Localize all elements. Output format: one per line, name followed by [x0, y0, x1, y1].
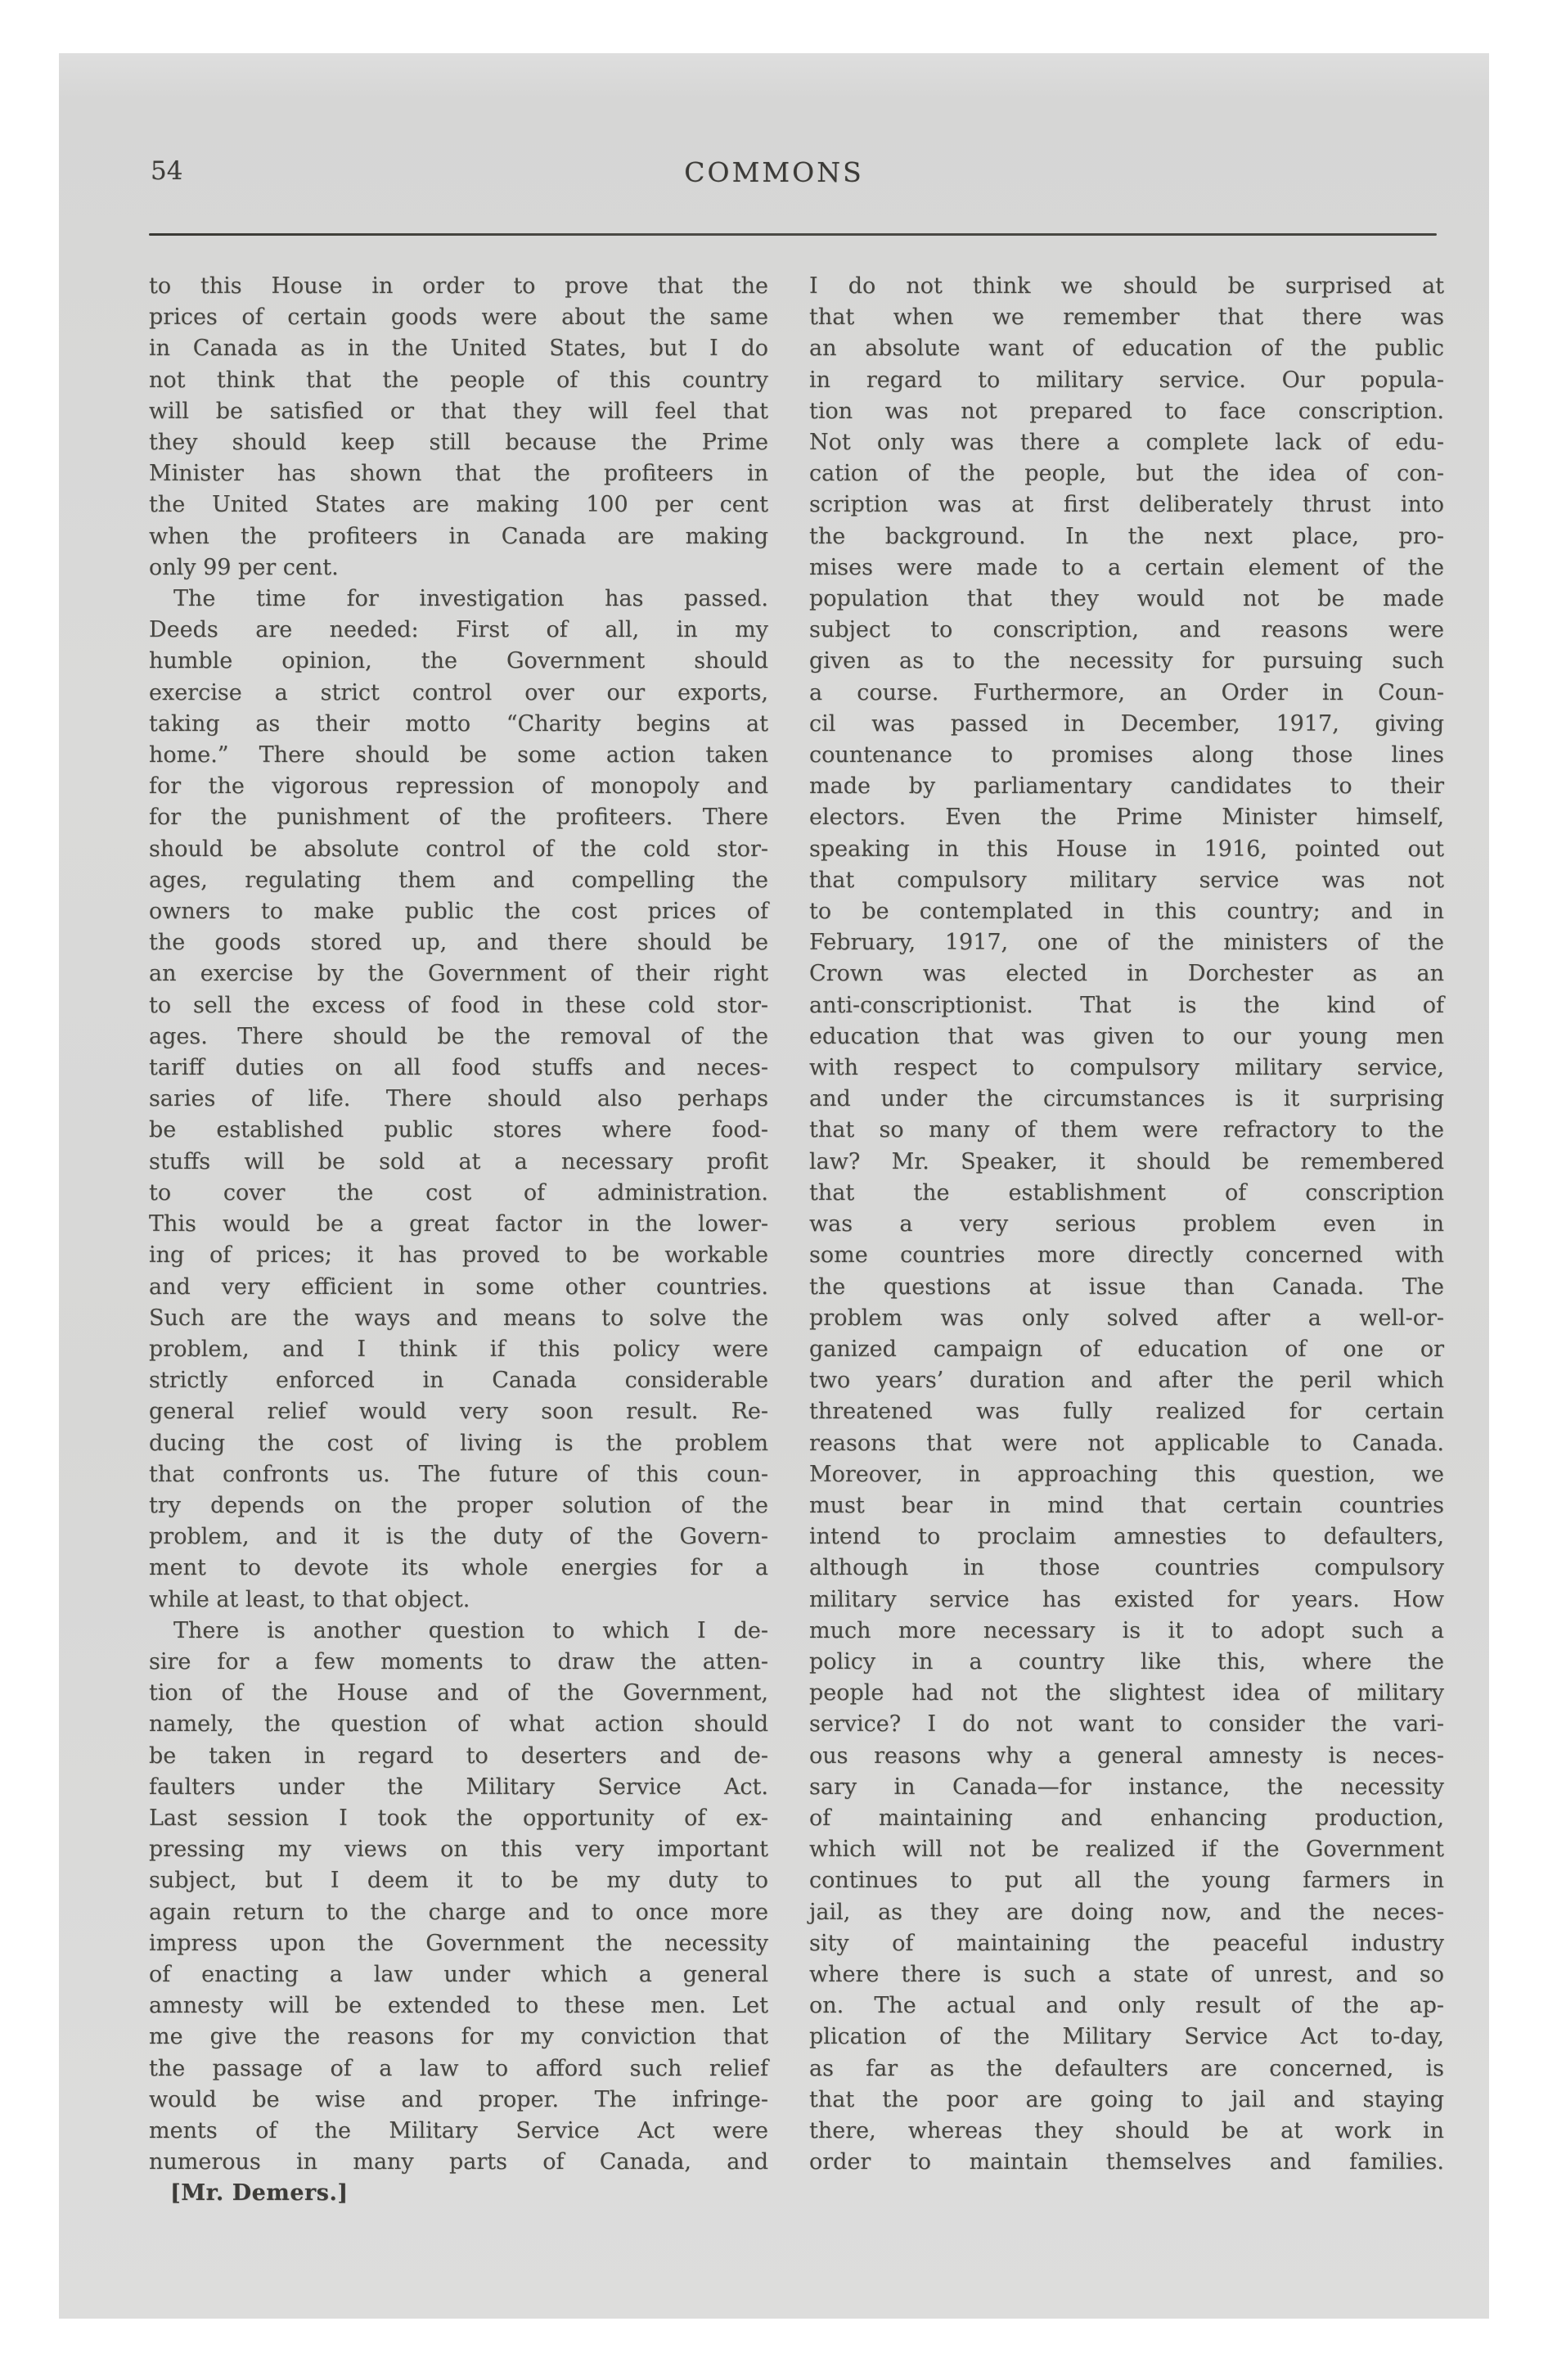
paragraph: [149, 1616, 768, 2179]
text-line: ganized campaign of education of one or: [809, 1336, 1444, 1362]
text-line: threatened was fully realized for certain: [809, 1399, 1444, 1425]
text-line: problem, and I think if this policy were: [149, 1336, 768, 1362]
text-line: electors. Even the Prime Minister himself,: [809, 805, 1444, 831]
text-line: ments of the Military Service Act were: [149, 2117, 768, 2143]
text-line: anti-conscriptionist. That is the kind of: [809, 992, 1444, 1018]
text-line: plication of the Military Service Act to-day,: [809, 2024, 1444, 2050]
text-line: Last session I took the opportunity of ex-: [149, 1805, 768, 1831]
text-line: Minister has shown that the profiteers in: [149, 461, 768, 487]
text-line: February, 1917, one of the ministers of the: [809, 930, 1444, 956]
text-line: numerous in many parts of Canada, and: [149, 2149, 768, 2175]
text-line: The time for investigation has passed.: [173, 586, 768, 612]
text-line: although in those countries compulsory: [809, 1555, 1444, 1581]
text-line: an absolute want of education of the public: [809, 336, 1444, 362]
text-line: reasons that were not applicable to Canada.: [809, 1430, 1444, 1456]
text-line: taking as their motto “Charity begins at: [149, 710, 768, 737]
text-line: me give the reasons for my conviction that: [149, 2024, 768, 2050]
text-line: of maintaining and enhancing production,: [809, 1805, 1444, 1831]
text-line: faulters under the Military Service Act.: [149, 1774, 768, 1800]
paragraph: [809, 271, 1444, 2178]
text-line: made by parliamentary candidates to their: [809, 773, 1444, 800]
text-line: sity of maintaining the peaceful industry: [809, 1930, 1444, 1956]
text-line: which will not be realized if the Government: [809, 1837, 1444, 1863]
text-line: where there is such a state of unrest, and so: [809, 1961, 1444, 1987]
text-line: when the profiteers in Canada are making: [149, 523, 768, 549]
text-line: that the establishment of conscription: [809, 1179, 1444, 1206]
text-line: Moreover, in approaching this question, we: [809, 1461, 1444, 1487]
text-line: only 99 per cent.: [149, 554, 339, 580]
text-line: was a very serious problem even in: [809, 1211, 1444, 1237]
text-line: be established public stores where food-: [149, 1117, 768, 1143]
text-line: again return to the charge and to once more: [149, 1899, 768, 1925]
text-line: ducing the cost of living is the problem: [149, 1430, 768, 1456]
text-line: that when we remember that there was: [809, 304, 1444, 331]
text-line: to sell the excess of food in these cold stor-: [149, 992, 768, 1018]
text-line: speaking in this House in 1916, pointed out: [809, 836, 1444, 862]
text-line: be taken in regard to deserters and de-: [149, 1742, 768, 1769]
text-line: an exercise by the Government of their right: [149, 961, 768, 987]
text-line: for the punishment of the profiteers. There: [149, 805, 768, 831]
text-line: order to maintain themselves and families.: [809, 2149, 1444, 2175]
text-line: pressing my views on this very important: [149, 1837, 768, 1863]
page-number: 54: [151, 156, 183, 186]
text-line: intend to proclaim amnesties to defaulters,: [809, 1524, 1444, 1550]
text-line: I do not think we should be surprised at: [809, 273, 1444, 299]
text-line: prices of certain goods were about the same: [149, 304, 768, 331]
text-line: that confronts us. The future of this coun-: [149, 1461, 768, 1487]
text-line: they should keep still because the Prime: [149, 430, 768, 456]
text-line: tariff duties on all food stuffs and neces-: [149, 1055, 768, 1081]
text-line: There is another question to which I de-: [173, 1617, 768, 1643]
text-line: the background. In the next place, pro-: [809, 523, 1444, 549]
text-line: ing of prices; it has proved to be workable: [149, 1242, 768, 1269]
text-line: impress upon the Government the necessity: [149, 1930, 768, 1956]
column-right: [809, 271, 1444, 2210]
text-line: strictly enforced in Canada considerable: [149, 1368, 768, 1394]
text-line: problem, and it is the duty of the Govern-: [149, 1524, 768, 1550]
text-line: there, whereas they should be at work in: [809, 2117, 1444, 2143]
text-line: general relief would very soon result. Re-: [149, 1399, 768, 1425]
text-line: the passage of a law to afford such relief: [149, 2055, 768, 2081]
text-line: namely, the question of what action should: [149, 1711, 768, 1738]
text-line: that so many of them were refractory to the: [809, 1117, 1444, 1143]
column-left-text: [149, 271, 768, 2178]
text-line: as far as the defaulters are concerned, is: [809, 2055, 1444, 2081]
text-line: with respect to compulsory military service,: [809, 1055, 1444, 1081]
text-line: must bear in mind that certain countries: [809, 1492, 1444, 1518]
running-title: COMMONS: [684, 156, 864, 188]
text-line: countenance to promises along those lines: [809, 742, 1444, 769]
text-line: owners to make public the cost prices of: [149, 899, 768, 925]
text-line: amnesty will be extended to these men. Let: [149, 1993, 768, 2019]
scanned-page: [59, 53, 1489, 2319]
header-rule: [149, 233, 1437, 236]
paragraph: [149, 271, 768, 584]
text-line: much more necessary is it to adopt such a: [809, 1617, 1444, 1643]
text-line: should be absolute control of the cold stor-: [149, 836, 768, 862]
text-line: and under the circumstances is it surprising: [809, 1086, 1444, 1112]
text-line: ment to devote its whole energies for a: [149, 1555, 768, 1581]
text-line: that the poor are going to jail and staying: [809, 2086, 1444, 2112]
paragraph: [149, 584, 768, 1616]
text-line: ages, regulating them and compelling the: [149, 867, 768, 893]
text-line: in regard to military service. Our popula-: [809, 367, 1444, 393]
text-line: Not only was there a complete lack of edu-: [809, 430, 1444, 456]
text-line: continues to put all the young farmers in: [809, 1868, 1444, 1894]
text-line: cation of the people, but the idea of con-: [809, 461, 1444, 487]
text-line: given as to the necessity for pursuing such: [809, 648, 1444, 674]
column-right-text: [809, 271, 1444, 2178]
text-line: a course. Furthermore, an Order in Coun-: [809, 679, 1444, 705]
text-line: of enacting a law under which a general: [149, 1961, 768, 1987]
text-line: people had not the slightest idea of military: [809, 1680, 1444, 1706]
text-line: and very efficient in some other countries.: [149, 1273, 768, 1300]
text-line: tion of the House and of the Government,: [149, 1680, 768, 1706]
text-line: on. The actual and only result of the ap-: [809, 1993, 1444, 2019]
text-line: Crown was elected in Dorchester as an: [809, 961, 1444, 987]
text-line: problem was only solved after a well-or-: [809, 1305, 1444, 1331]
text-line: that compulsory military service was not: [809, 867, 1444, 893]
text-line: Deeds are needed: First of all, in my: [149, 617, 768, 643]
text-line: service? I do not want to consider the vari-: [809, 1711, 1444, 1738]
text-line: home.” There should be some action taken: [149, 742, 768, 769]
text-line: to be contemplated in this country; and in: [809, 899, 1444, 925]
text-line: to cover the cost of administration.: [149, 1179, 768, 1206]
text-line: sary in Canada—for instance, the necessity: [809, 1774, 1444, 1800]
text-line: cil was passed in December, 1917, giving: [809, 710, 1444, 737]
text-line: the goods stored up, and there should be: [149, 930, 768, 956]
text-line: Such are the ways and means to solve the: [149, 1305, 768, 1331]
text-line: mises were made to a certain element of the: [809, 554, 1444, 580]
text-line: not think that the people of this country: [149, 367, 768, 393]
text-line: ous reasons why a general amnesty is neces-: [809, 1742, 1444, 1769]
text-line: for the vigorous repression of monopoly and: [149, 773, 768, 800]
text-line: will be satisfied or that they will feel that: [149, 398, 768, 424]
text-line: sire for a few moments to draw the atten-: [149, 1648, 768, 1675]
column-left: [149, 271, 768, 2210]
text-line: the questions at issue than Canada. The: [809, 1273, 1444, 1300]
text-line: ages. There should be the removal of the: [149, 1023, 768, 1049]
text-line: subject, but I deem it to be my duty to: [149, 1868, 768, 1894]
text-line: stuffs will be sold at a necessary profit: [149, 1148, 768, 1174]
text-line: jail, as they are doing now, and the neces-: [809, 1899, 1444, 1925]
text-line: exercise a strict control over our exports,: [149, 679, 768, 705]
text-line: policy in a country like this, where the: [809, 1648, 1444, 1675]
text-columns: [149, 271, 1444, 2210]
text-line: the United States are making 100 per cent: [149, 492, 768, 518]
text-line: to this House in order to prove that the: [149, 273, 768, 299]
text-line: military service has existed for years. How: [809, 1586, 1444, 1612]
text-line: scription was at first deliberately thrust into: [809, 492, 1444, 518]
text-line: humble opinion, the Government should: [149, 648, 768, 674]
text-line: saries of life. There should also perhaps: [149, 1086, 768, 1112]
text-line: education that was given to our young men: [809, 1023, 1444, 1049]
text-line: in Canada as in the United States, but I do: [149, 336, 768, 362]
text-line: some countries more directly concerned with: [809, 1242, 1444, 1269]
text-line: two years’ duration and after the peril which: [809, 1368, 1444, 1394]
text-line: subject to conscription, and reasons were: [809, 617, 1444, 643]
text-line: while at least, to that object.: [149, 1586, 470, 1612]
text-line: would be wise and proper. The infringe-: [149, 2086, 768, 2112]
text-line: tion was not prepared to face conscription.: [809, 398, 1444, 424]
speaker-attribution: [Mr. Demers.]: [170, 2180, 349, 2206]
text-line: This would be a great factor in the lower-: [149, 1211, 768, 1237]
text-line: population that they would not be made: [809, 586, 1444, 612]
text-line: try depends on the proper solution of the: [149, 1492, 768, 1518]
text-line: law? Mr. Speaker, it should be remembered: [809, 1148, 1444, 1174]
